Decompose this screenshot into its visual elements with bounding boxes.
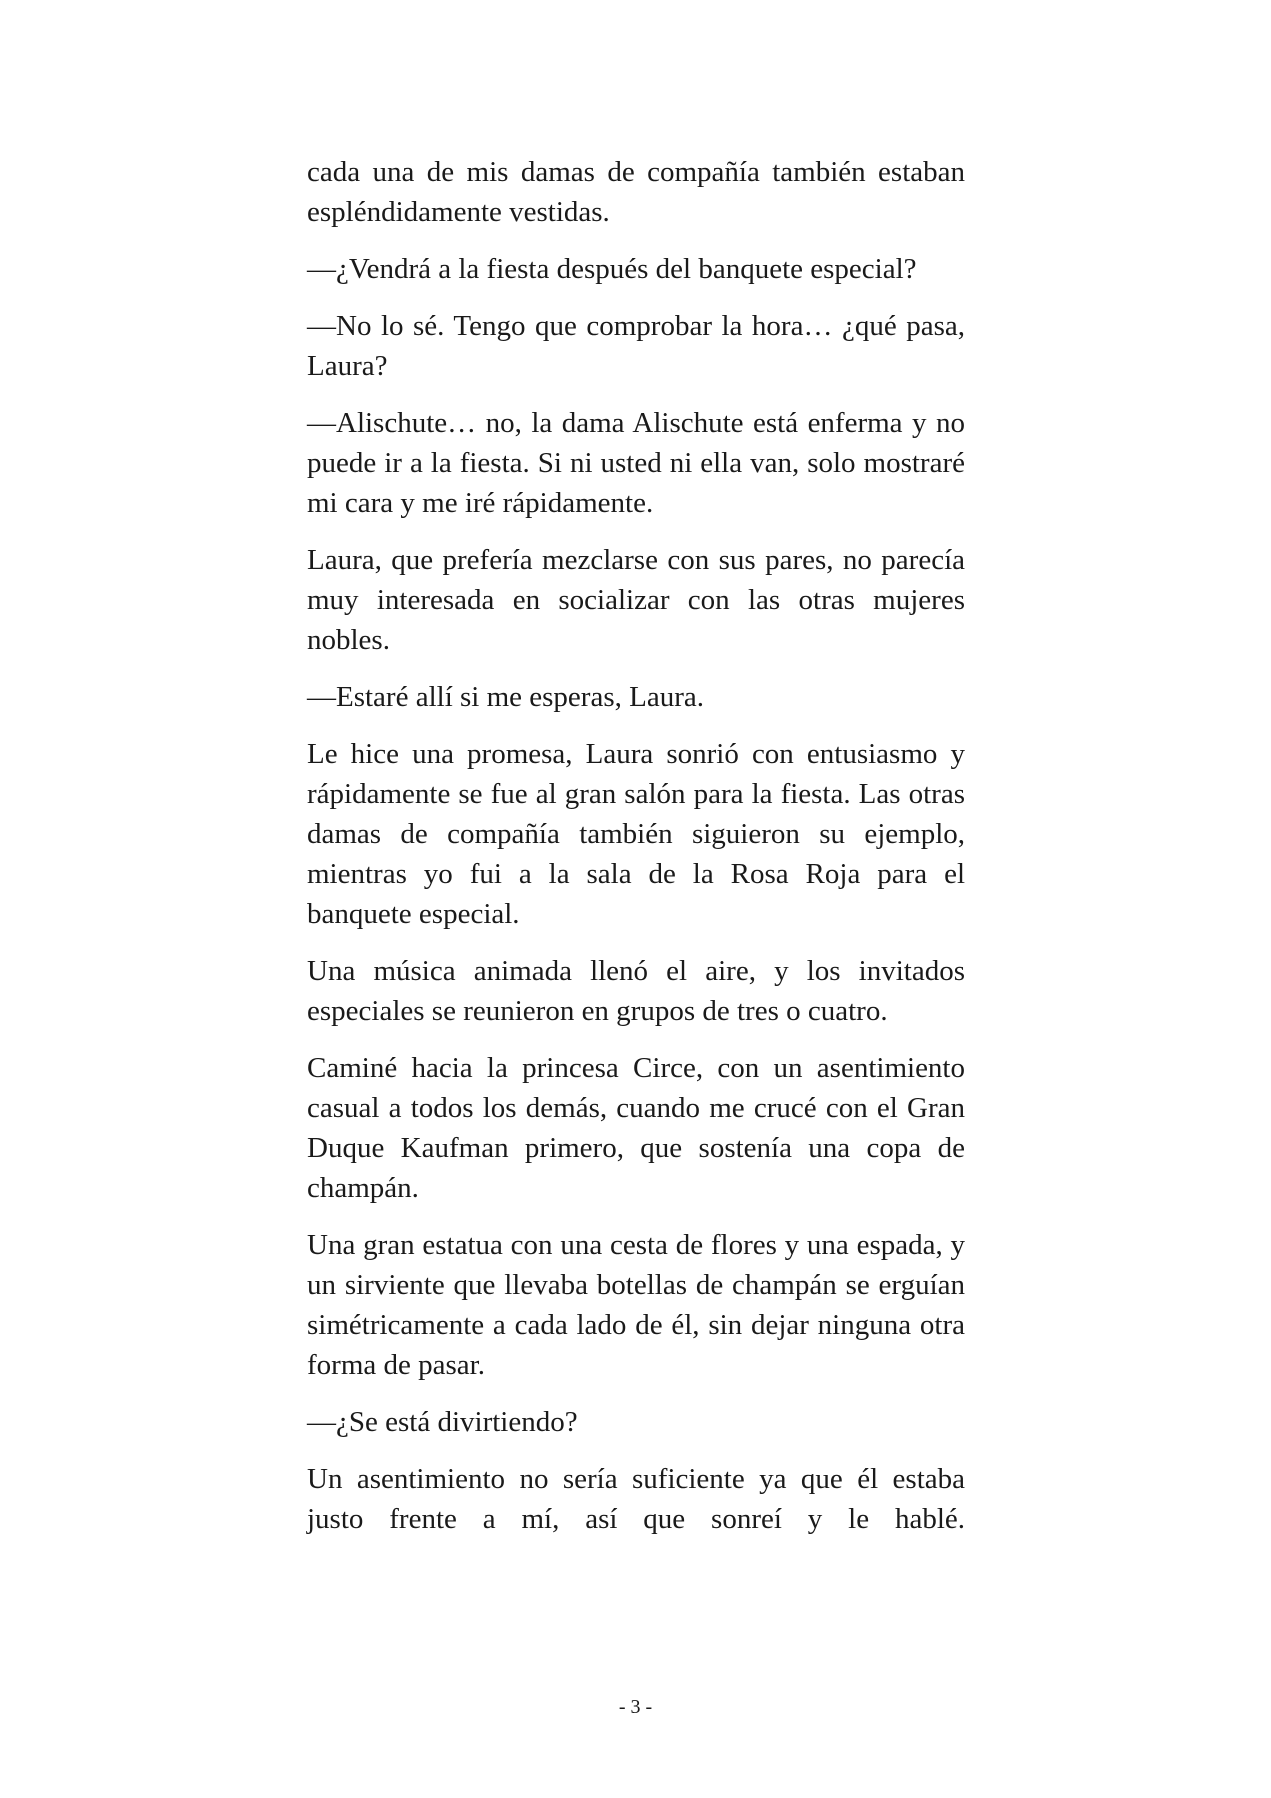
dialogue-paragraph: —¿Vendrá a la fiesta después del banquete especial?: [307, 253, 917, 285]
paragraph: Una gran estatua con una cesta de flores y una espada, y un sirviente que llevaba botellas de champán se erguían simétricamente a cada lado de él, sin dejar ninguna otra forma de pasar.: [307, 1229, 965, 1381]
body-text: [307, 152, 965, 1556]
dialogue-paragraph: —¿Se está divirtiendo?: [307, 1406, 578, 1438]
dialogue-paragraph: —No lo sé. Tengo que comprobar la hora… ¿qué pasa, Laura?: [307, 310, 965, 382]
paragraph: Caminé hacia la princesa Circe, con un asentimiento casual a todos los demás, cuando me crucé con el Gran Duque Kaufman primero, que sostenía una copa de champán.: [307, 1052, 965, 1204]
paragraph: cada una de mis damas de compañía también estaban espléndidamente vestidas.: [307, 156, 965, 228]
paragraph: Una música animada llenó el aire, y los invitados especiales se reunieron en grupos de tres o cuatro.: [307, 955, 965, 1027]
dialogue-paragraph: —Estaré allí si me esperas, Laura.: [307, 681, 704, 713]
dialogue-paragraph: —Alischute… no, la dama Alischute está enferma y no puede ir a la fiesta. Si ni usted ni ella van, solo mostraré mi cara y me iré rápidamente.: [307, 407, 965, 519]
page-number: - 3 -: [618, 1696, 653, 1718]
paragraph: Laura, que prefería mezclarse con sus pares, no parecía muy interesada en socializar con las otras mujeres nobles.: [307, 544, 965, 656]
paragraph: Le hice una promesa, Laura sonrió con entusiasmo y rápidamente se fue al gran salón para la fiesta. Las otras damas de compañía también siguieron su ejemplo, mientras yo fui a la sala de la Rosa Roja para el banquete especial.: [307, 738, 965, 930]
paragraph: Un asentimiento no sería suficiente ya que él estaba justo frente a mí, así que sonreí y le hablé.: [307, 1463, 965, 1535]
